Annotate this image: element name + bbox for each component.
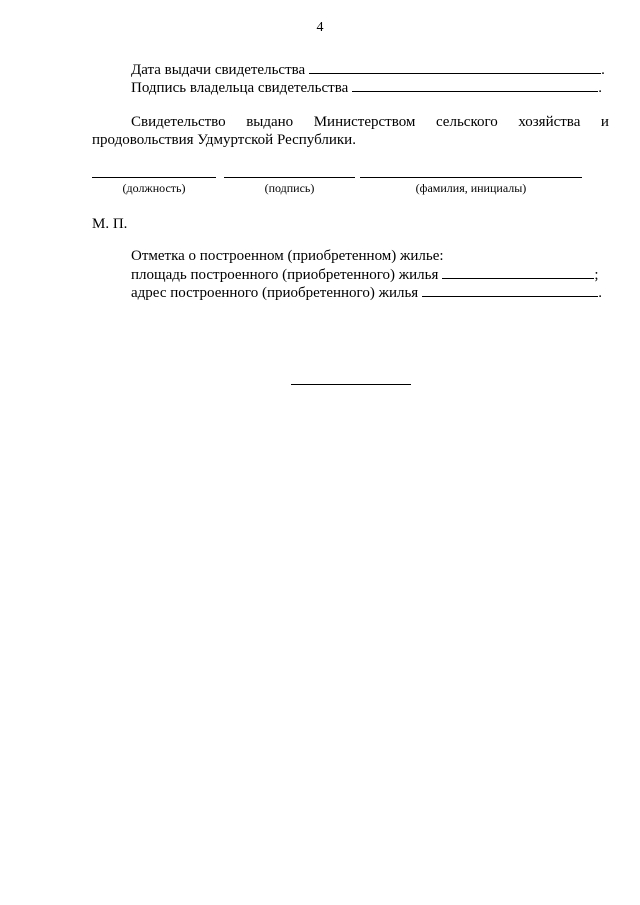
issue-date-end: . — [601, 62, 605, 78]
issued-by-word: Свидетельство — [131, 114, 226, 130]
issue-date-label: Дата выдачи свидетельства — [131, 62, 306, 78]
housing-area-row — [131, 265, 599, 284]
stamp-place: М. П. — [92, 216, 128, 232]
position-line — [92, 177, 216, 178]
issued-by-word: выдано — [246, 114, 294, 130]
issue-date-blank — [309, 60, 601, 74]
housing-area-end: ; — [594, 267, 599, 283]
name-line — [360, 177, 582, 178]
issued-by-word: хозяйства — [518, 114, 581, 130]
issued-by-word: Министерством — [313, 114, 416, 130]
housing-area-label: площадь построенного (приобретенного) жилья — [131, 267, 439, 283]
issued-by-word: сельского — [435, 114, 498, 130]
housing-heading: Отметка о построенном (приобретенном) жилье: — [131, 248, 444, 264]
housing-area-blank — [442, 265, 594, 279]
issued-by-word: и — [600, 114, 609, 130]
end-of-document-rule — [291, 384, 411, 385]
issued-by-line2: продовольствия Удмуртской Республики. — [92, 132, 356, 148]
page-number: 4 — [316, 20, 324, 35]
issued-by-line1 — [131, 113, 609, 131]
issue-date-row — [131, 60, 605, 79]
name-caption: (фамилия, инициалы) — [415, 181, 527, 195]
owner-signature-row — [131, 78, 602, 97]
housing-address-label: адрес построенного (приобретенного) жилья — [131, 285, 419, 301]
housing-address-blank — [422, 283, 598, 297]
position-caption: (должность) — [122, 181, 186, 195]
owner-signature-label: Подпись владельца свидетельства — [131, 80, 349, 96]
signature-caption: (подпись) — [264, 181, 315, 195]
signature-line — [224, 177, 355, 178]
owner-signature-blank — [352, 78, 598, 92]
housing-address-end: . — [598, 285, 602, 301]
housing-address-row — [131, 283, 602, 302]
owner-signature-end: . — [598, 80, 603, 96]
